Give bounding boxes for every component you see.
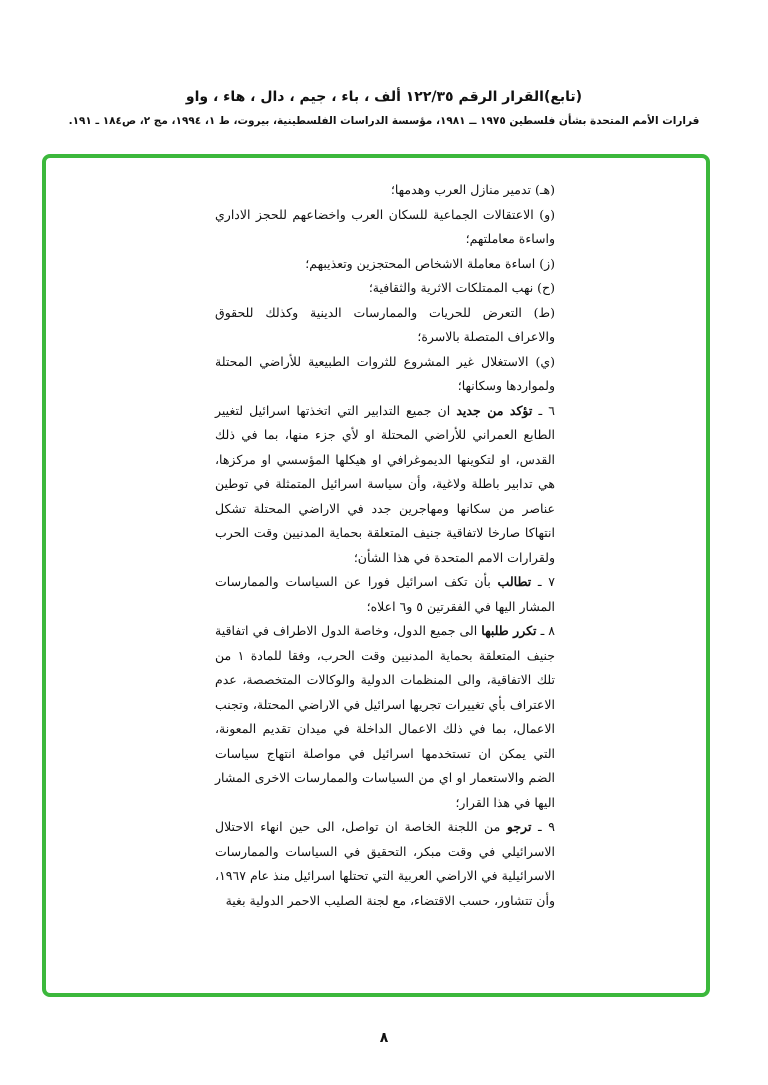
item-ta: (ط) التعرض للحريات والممارسات الدينية وكذلك للحقوق والاعراف المتصلة بالاسرة؛ (215, 304, 555, 344)
page-number: ٨ (379, 1030, 389, 1046)
item-ha: (ح) نهب الممتلكات الاثرية والثقافية؛ (368, 280, 555, 295)
paragraph-number: ٩ ـ (538, 819, 555, 834)
paragraph-8 (215, 619, 555, 815)
paragraph-body: ان جميع التدابير التي اتخذتها اسرائيل لتغيير الطابع العمراني للأراضي المحتلة او لأي جزء منها، بما في ذلك القدس، او لتكوينها الديموغرافي او هيكلها المؤسسي او مركزها، هي تدابير باطلة ولاغية، وأن سياسة اسرائيل المتمثلة في توطين عناصر من سكانها ومهاجرين جدد في الاراضي المحتلة تشكل انتهاكا صارخا لاتفاقية جنيف المتعلقة بحماية المدنيين وقت الحرب ولقرارات الامم المتحدة في هذا الشأن؛ (215, 402, 555, 565)
paragraph-body: من اللجنة الخاصة ان تواصل، الى حين انهاء الاحتلال الاسرائيلي في وقت مبكر، التحقيق في السياسات والممارسات الاسرائيلية في الاراضي العربية التي تحتلها اسرائيل منذ عام ١٩٦٧، وأن تتشاور، حسب الاقتضاء، مع لجنة الصليب الاحمر الدولية بغية (215, 819, 555, 908)
paragraph-number: ٧ ـ (537, 574, 556, 589)
paragraph-9 (215, 815, 555, 913)
paragraph-verb: تؤكد من جديد (456, 402, 533, 418)
paragraph-7 (215, 570, 555, 619)
paragraph-6 (215, 399, 555, 571)
source-citation: قرارات الأمم المتحدة بشأن فلسطين ١٩٧٥ ــ ١٩٨١، مؤسسة الدراسات الفلسطينية، بيروت، ط ١، ١٩٩٤، مج ٢، ص١٨٤ ـ ١٩١. (68, 115, 700, 127)
paragraph-body: الى جميع الدول، وخاصة الدول الاطراف في اتفاقية جنيف المتعلقة بحماية المدنيين وقت الحرب، وفقا للمادة ١ من تلك الاتفاقية، والى المنظمات الدولية والوكالات المتخصصة، عدم الاعتراف بأي تغييرات تجريها اسرائيل في الاراضي المحتلة، وتجنب الاعمال، بما في ذلك الاعمال الداخلة في ميدان تقديم المعونة، التي يمكن ان تستخدمها اسرائيل في مواصلة انتهاج سياسات الضم والاستعمار او اي من السياسات والممارسات الاخرى المشار اليها في هذا القرار؛ (215, 623, 555, 810)
page-header (40, 88, 728, 128)
resolution-text (215, 178, 555, 913)
item-h: (هـ) تدمير منازل العرب وهدمها؛ (390, 182, 555, 197)
paragraph-number: ٨ ـ (540, 623, 556, 638)
item-z: (ز) اساءة معاملة الاشخاص المحتجزين وتعذيبهم؛ (305, 255, 555, 271)
resolution-title: (تابع)القرار الرقم ١٢٢/٣٥ ألف ، باء ، جيم ، دال ، هاء ، واو (185, 89, 583, 105)
paragraph-body: بأن تكف اسرائيل فورا عن السياسات والممارسات المشار اليها في الفقرتين ٥ و٦ اعلاه؛ (215, 574, 555, 614)
item-ya: (ي) الاستغلال غير المشروع للثروات الطبيعية للأراضي المحتلة ولمواردها وسكانها؛ (215, 353, 555, 393)
paragraph-verb: تطالب (497, 574, 532, 589)
paragraph-number: ٦ ـ (538, 402, 556, 418)
paragraph-verb: تكرر طلبها (481, 623, 537, 638)
item-w: (و) الاعتقالات الجماعية للسكان العرب واخضاعهم للحجز الاداري واساءة معاملتهم؛ (215, 206, 555, 246)
paragraph-verb: ترجو (506, 819, 532, 834)
